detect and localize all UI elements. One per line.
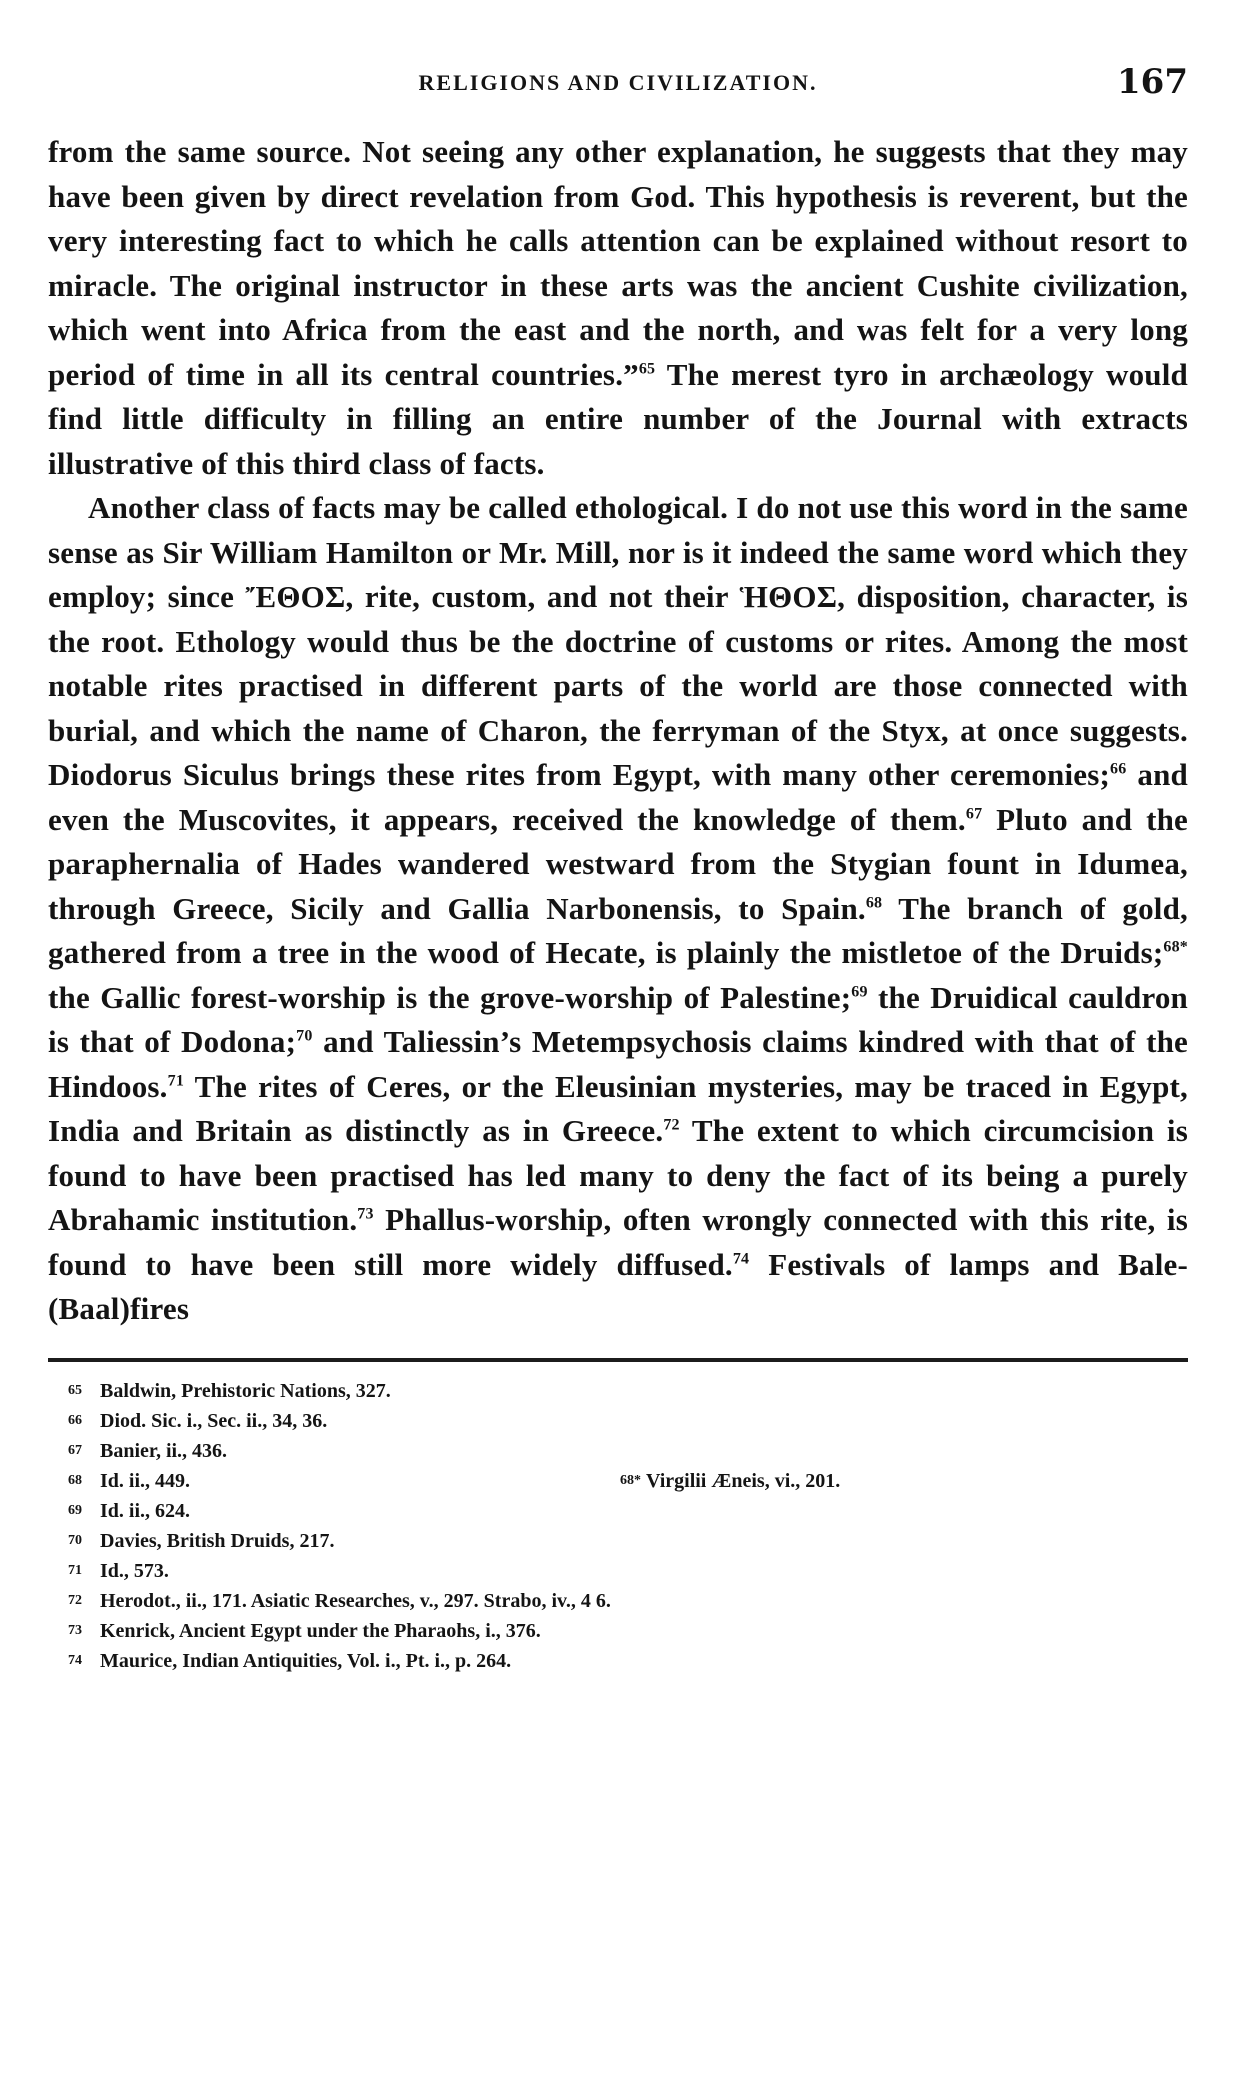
footnote-text: Davies, British Druids, 217. — [100, 1529, 335, 1552]
footnote — [68, 1646, 1188, 1676]
footnote-number: 74 — [68, 1652, 82, 1668]
footnote — [68, 1496, 1188, 1526]
footnote-ref[interactable]: 68* — [1163, 938, 1188, 956]
paragraph-2 — [48, 486, 1188, 1332]
text-run: and Taliessin’s Metempsychosis claims kindred with that of the Hindoos. — [48, 1024, 1188, 1104]
footnote-text: Diod. Sic. i., Sec. ii., 34, 36. — [100, 1409, 328, 1432]
footnote — [68, 1406, 1188, 1436]
footnote-text: Herodot., ii., 171. Asiatic Researches, v., 297. Strabo, iv., 4 6. — [100, 1589, 611, 1612]
footnote-number: 69 — [68, 1502, 82, 1518]
footnote-number: 71 — [68, 1562, 82, 1578]
footnote-ref[interactable]: 65 — [638, 360, 656, 378]
running-head: RELIGIONS AND CIVILIZATION. — [418, 70, 818, 95]
footnote-number: 73 — [68, 1622, 82, 1638]
page-number: 167 — [1117, 62, 1188, 102]
footnote-number: 68 — [68, 1472, 82, 1488]
page-header — [48, 60, 1188, 130]
footnote-divider — [48, 1358, 1188, 1362]
footnote-text: Kenrick, Ancient Egypt under the Pharaohs, i., 376. — [100, 1619, 541, 1642]
text-run: Festivals of lamps and Bale-(Baal)fires — [48, 1246, 1189, 1326]
footnote-text: Banier, ii., 436. — [100, 1439, 228, 1462]
footnote-text: Id., 573. — [100, 1559, 169, 1582]
footnote-secondary — [620, 1466, 840, 1496]
footnote-text: Id. ii., 449. — [100, 1469, 191, 1492]
footnote-ref[interactable]: 70 — [296, 1027, 313, 1045]
text-run: the Druidical cauldron is that of Dodona; — [48, 979, 1188, 1059]
footnote-number: 67 — [68, 1442, 82, 1458]
footnote-ref[interactable]: 73 — [357, 1205, 374, 1223]
text-run: the Gallic forest-worship is the grove-worship of Palestine; — [48, 979, 852, 1015]
body-text — [48, 130, 1188, 1332]
text-run: Pluto and the paraphernalia of Hades wandered westward from the Stygian fount in Idumea, through Greece, Sicily and Gallia Narbonensis, to Spain. — [48, 801, 1189, 926]
footnote — [68, 1586, 1188, 1616]
text-run: The branch of gold, gathered from a tree in the wood of Hecate, is plainly the mistletoe of the Druids; — [48, 890, 1188, 970]
text-run: from the same source. Not seeing any other explanation, he suggests that they may have been given by direct revelation from God. This hypothesis is reverent, but the very interesting fact to which he calls attention can be explained without resort to miracle. The original instructor in these arts was the ancient Cushite civilization, which went into Africa from the east and the north, and was felt for a very long period of time in all its central countries.” — [48, 134, 1188, 392]
footnote-text: Maurice, Indian Antiquities, Vol. i., Pt. i., p. 264. — [100, 1649, 512, 1672]
text-run: The merest tyro in archæology would find little difficulty in filling an entire number of the Journal with extracts illustrative of this third class of facts. — [48, 356, 1188, 481]
footnote-ref[interactable]: 68 — [865, 894, 883, 912]
footnotes — [48, 1376, 1188, 1676]
footnote-ref[interactable]: 74 — [732, 1250, 750, 1268]
footnote-number: 66 — [68, 1412, 82, 1428]
footnote-text: Id. ii., 624. — [100, 1499, 191, 1522]
footnote — [68, 1376, 1188, 1406]
text-run: and even the Muscovites, it appears, received the knowledge of them. — [48, 757, 1188, 837]
footnote — [68, 1616, 1188, 1646]
text-run: The rites of Ceres, or the Eleusinian mysteries, may be traced in Egypt, India and Britain as distinctly as in Greece. — [48, 1068, 1188, 1148]
text-run: Phallus-worship, often wrongly connected with this rite, is found to have been still more widely diffused. — [48, 1202, 1188, 1282]
footnote-ref[interactable]: 72 — [663, 1116, 680, 1134]
footnote-number: 68* — [620, 1472, 641, 1488]
footnote-number: 65 — [68, 1382, 82, 1398]
footnote-number: 72 — [68, 1592, 82, 1608]
footnote-number: 70 — [68, 1532, 82, 1548]
footnote — [68, 1556, 1188, 1586]
footnote-ref[interactable]: 69 — [851, 983, 868, 1001]
footnote-ref[interactable]: 66 — [1110, 760, 1127, 778]
footnote — [68, 1436, 1188, 1466]
book-page — [48, 60, 1188, 1676]
footnote-ref[interactable]: 67 — [965, 805, 983, 823]
text-run: Another class of facts may be called ethological. I do not use this word in the same sense as Sir William Hamilton or Mr. Mill, nor is it indeed the same word which they employ; since ἜΘΟΣ, rite, custom, and not their ἩΘΟΣ, disposition, character, is the root. Ethology would thus be the doctrine of customs or rites. Among the most notable rites practised in different parts of the world are those connected with burial, and which the name of Charon, the ferryman of the Styx, at once suggests. Diodorus Siculus brings these rites from Egypt, with many other ceremonies; — [48, 490, 1188, 792]
text-run: The extent to which circumcision is found to have been practised has led many to deny the fact of its being a purely Abrahamic institution. — [48, 1113, 1188, 1237]
footnote-text: Baldwin, Prehistoric Nations, 327. — [100, 1379, 391, 1402]
paragraph-1 — [48, 130, 1188, 486]
footnote-ref[interactable]: 71 — [167, 1072, 185, 1090]
footnote — [68, 1526, 1188, 1556]
footnote-text: Virgilii Æneis, vi., 201. — [646, 1469, 841, 1492]
footnote — [68, 1466, 1188, 1496]
